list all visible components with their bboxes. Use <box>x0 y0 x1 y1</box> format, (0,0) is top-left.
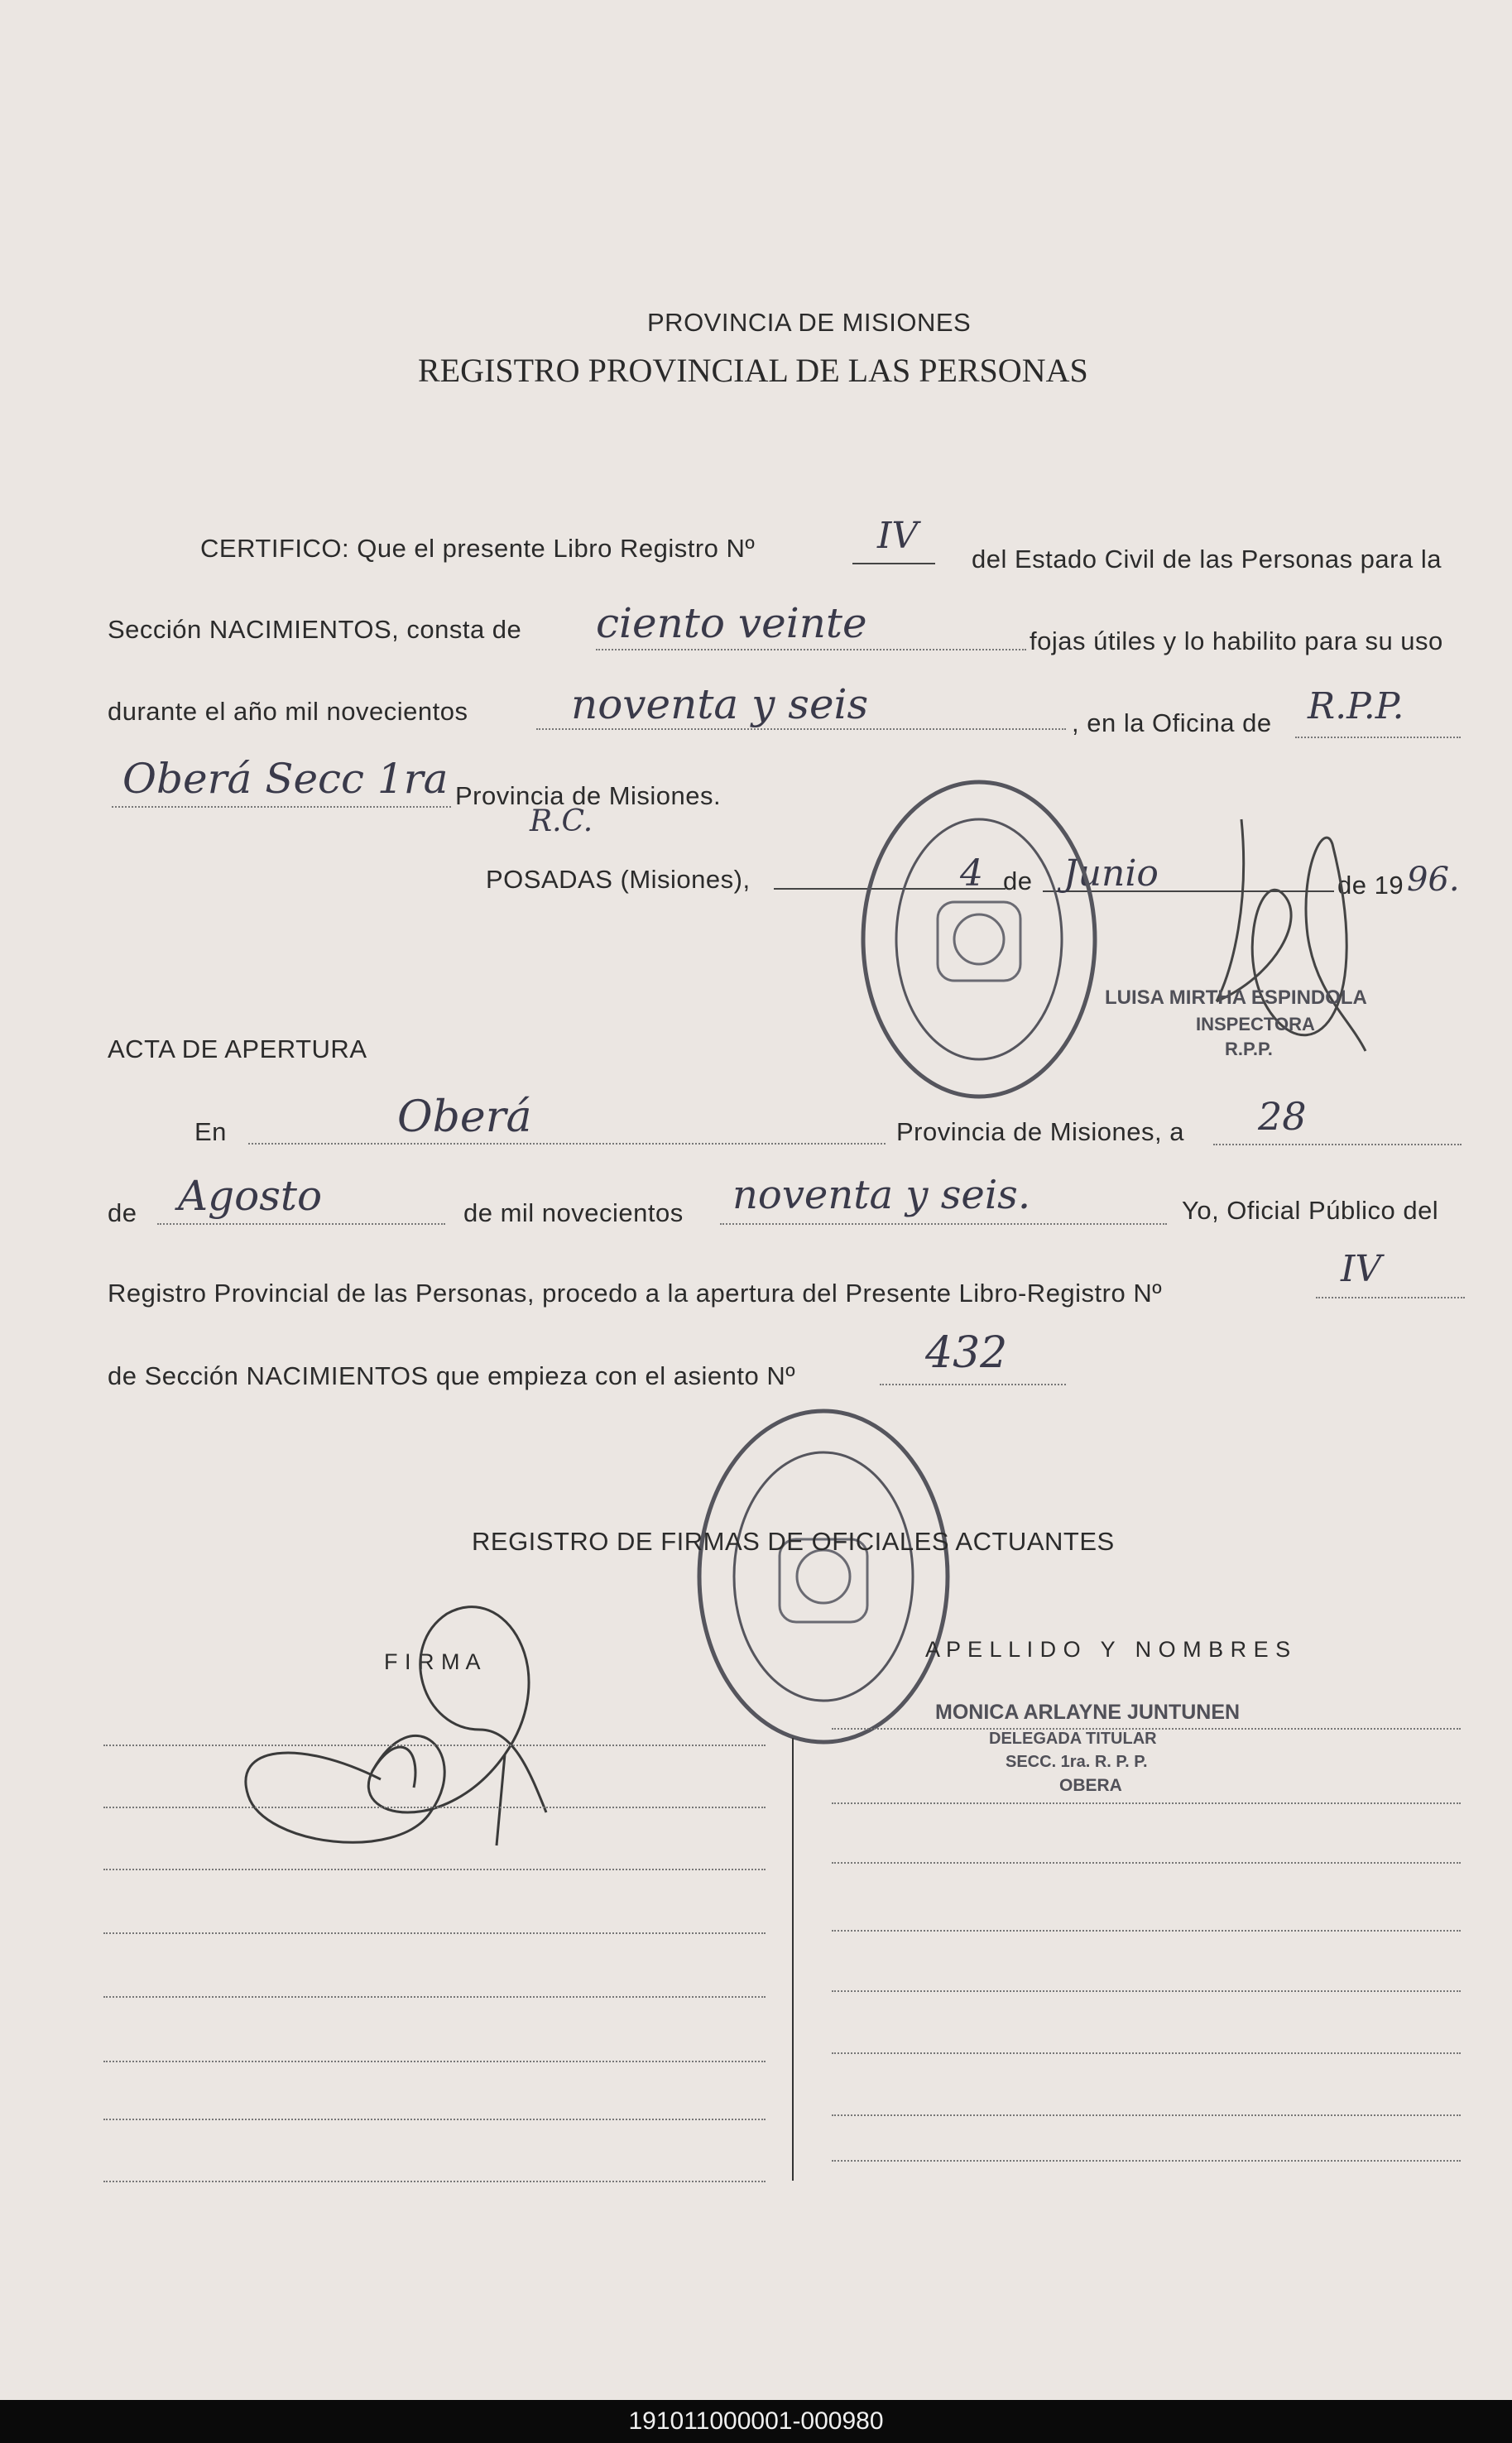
delegada-secc: SECC. 1ra. R. P. P. <box>1006 1753 1148 1771</box>
delegada-title: DELEGADA TITULAR <box>989 1730 1157 1748</box>
certifico-text-4: durante el año mil novecientos <box>108 697 468 726</box>
acta-libro-value: IV <box>1341 1248 1382 1290</box>
nombre-row-line <box>832 2114 1461 2116</box>
apellido-header: A P E L L I D O Y N O M B R E S <box>925 1637 1291 1662</box>
certifico-text-6: Provincia de Misiones. <box>455 781 722 810</box>
acta-dia-line <box>1213 1144 1462 1145</box>
firma-row-line <box>103 1807 766 1808</box>
signature-delegada <box>232 1564 612 1879</box>
oficina2-line <box>112 806 451 808</box>
nombre-row-line <box>832 1930 1461 1932</box>
fojas-value: ciento veinte <box>596 599 867 647</box>
delegada-place: OBERA <box>1059 1776 1122 1795</box>
inspectora-title: INSPECTORA <box>1196 1014 1315 1034</box>
acta-mes-value: Agosto <box>178 1172 323 1220</box>
oficina-value: R.P.P. <box>1308 685 1404 727</box>
inspectora-name: LUISA MIRTHA ESPINDOLA <box>1105 986 1367 1009</box>
firma-row-line <box>103 2061 766 2062</box>
acta-asiento-line: de Sección NACIMIENTOS que empieza con el asiento Nº <box>108 1361 796 1390</box>
acta-anio-line <box>720 1223 1167 1225</box>
de-label-1: de <box>1003 866 1033 895</box>
lugar-line <box>248 1143 886 1145</box>
acta-yo: Yo, Oficial Público del <box>1182 1196 1439 1225</box>
nombre-row-line <box>832 1862 1461 1864</box>
certifico-intro: CERTIFICO: Que el presente Libro Registro Nº <box>200 534 756 563</box>
acta-asiento-value: 432 <box>925 1328 1008 1378</box>
oficina2-value: Oberá Secc 1ra <box>122 755 449 803</box>
nombre-row-line <box>832 1990 1461 1992</box>
province-heading: PROVINCIA DE MISIONES <box>647 308 972 337</box>
mes-value: Junio <box>1063 852 1159 895</box>
acta-prov: Provincia de Misiones, a <box>896 1117 1184 1146</box>
firma-row-line <box>103 1996 766 1998</box>
firma-row-line <box>103 1932 766 1934</box>
firma-row-line <box>103 2119 766 2120</box>
nombre-row-line <box>832 1802 1461 1804</box>
firmas-title: REGISTRO DE FIRMAS DE OFICIALES ACTUANTES <box>472 1527 1115 1556</box>
anio-value: noventa y seis <box>571 680 869 728</box>
firma-header: F I R M A <box>384 1649 482 1674</box>
fojas-line <box>596 649 1026 650</box>
delegada-name: MONICA ARLAYNE JUNTUNEN <box>935 1701 1241 1724</box>
nombre-row-line <box>832 2160 1461 2162</box>
posadas-label: POSADAS (Misiones), <box>486 865 751 894</box>
acta-asiento-dots <box>880 1384 1066 1385</box>
nombre-row-line <box>832 2052 1461 2054</box>
acta-dia-value: 28 <box>1258 1094 1307 1139</box>
firma-row-line <box>103 2181 766 2182</box>
registry-seal-2 <box>687 1403 960 1759</box>
certifico-text-3: fojas útiles y lo habilito para su uso <box>1030 626 1443 655</box>
registry-heading: REGISTRO PROVINCIAL DE LAS PERSONAS <box>418 352 1088 389</box>
inspectora-org: R.P.P. <box>1225 1039 1273 1059</box>
acta-title: ACTA DE APERTURA <box>108 1034 367 1063</box>
acta-registro-line: Registro Provincial de las Personas, procedo a la apertura del Presente Libro-Registro Nº <box>108 1279 1163 1308</box>
oficina-line <box>1295 737 1461 738</box>
document-id-footer: 191011000001-000980 <box>0 2400 1512 2443</box>
anio-line <box>536 728 1066 730</box>
column-divider <box>792 1738 794 2181</box>
certifico-text-5: , en la Oficina de <box>1072 708 1272 737</box>
dia-value: 4 <box>960 852 983 895</box>
certifico-text-2: Sección NACIMIENTOS, consta de <box>108 615 522 644</box>
nombre-row-line <box>832 1728 1461 1730</box>
firma-row-line <box>103 1745 766 1746</box>
lugar-value: Oberá <box>397 1092 532 1142</box>
firma-row-line <box>103 1869 766 1870</box>
libro-no-line <box>852 563 935 564</box>
acta-anio-value: noventa y seis. <box>732 1172 1031 1218</box>
de19-label: de 19 <box>1337 871 1404 900</box>
libro-no-value: IV <box>877 515 919 557</box>
acta-mes-line <box>157 1223 445 1225</box>
certifico-text-1: del Estado Civil de las Personas para la <box>972 545 1442 574</box>
acta-en: En <box>194 1117 227 1146</box>
rc-value: R.C. <box>530 804 593 838</box>
anio2-value: 96. <box>1407 861 1460 899</box>
registry-seal-1 <box>842 774 1116 1105</box>
acta-mil: de mil novecientos <box>463 1198 684 1227</box>
acta-libro-line <box>1316 1297 1465 1298</box>
acta-de: de <box>108 1198 137 1227</box>
